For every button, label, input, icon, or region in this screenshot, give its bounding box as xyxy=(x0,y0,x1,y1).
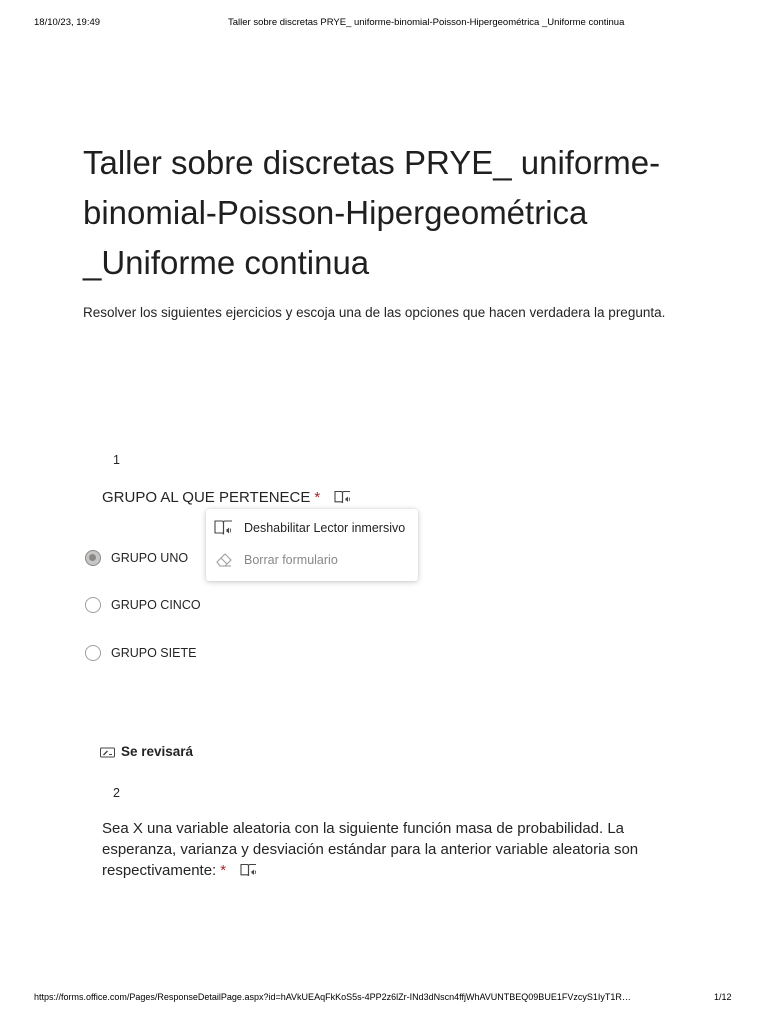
page-number: 1/12 xyxy=(714,992,732,1002)
radio-option-grupo-cinco[interactable] xyxy=(85,595,201,615)
option-label: GRUPO SIETE xyxy=(111,646,197,660)
option-label: GRUPO CINCO xyxy=(111,598,201,612)
review-text: Se revisará xyxy=(121,744,194,759)
print-header xyxy=(0,17,768,31)
form-title: Taller sobre discretas PRYE_ uniforme-binomial-Poisson-Hipergeométrica _Uniforme continua xyxy=(83,144,661,281)
option-label: GRUPO UNO xyxy=(111,551,189,565)
immersive-reader-icon[interactable] xyxy=(334,490,352,505)
context-menu xyxy=(206,509,418,581)
radio-option-grupo-siete[interactable] xyxy=(85,643,196,663)
radio-button[interactable] xyxy=(85,645,101,661)
immersive-reader-icon[interactable] xyxy=(240,863,258,878)
question-title xyxy=(102,487,352,508)
menu-item-disable-immersive-reader[interactable] xyxy=(206,513,418,543)
review-icon xyxy=(100,746,115,757)
question-title xyxy=(102,818,692,881)
required-asterisk: * xyxy=(314,489,321,506)
question-title-text: Sea X una variable aleatoria con la siguiente función masa de probabilidad. La esperanza, varianza y desviación estándar para la anterior variable aleatoria son respectivamente: xyxy=(102,820,639,879)
form-description: Resolver los siguientes ejercicios y escoja una de las opciones que hacen verdadera la pregunta. xyxy=(83,305,666,320)
eraser-icon xyxy=(214,551,234,569)
question-number: 1 xyxy=(113,453,120,467)
print-url: https://forms.office.com/Pages/ResponseDetailPage.aspx?id=hAVkUEAqFkKoS5s-4PP2z6lZr-INd3dNscn4ffjWhAVUNTBEQ09BUE1FVzcyS1IyT1R… xyxy=(34,992,631,1002)
print-page-title: Taller sobre discretas PRYE_ uniforme-binomial-Poisson-Hipergeométrica _Uniforme continua xyxy=(228,17,625,28)
question-title-text: GRUPO AL QUE PERTENECE xyxy=(102,489,311,506)
review-label xyxy=(100,744,193,759)
menu-item-label: Deshabilitar Lector inmersivo xyxy=(244,521,406,535)
required-asterisk: * xyxy=(220,862,227,879)
print-datetime: 18/10/23, 19:49 xyxy=(34,17,101,28)
radio-button[interactable] xyxy=(85,597,101,613)
question-number: 2 xyxy=(113,786,120,800)
menu-item-clear-form[interactable] xyxy=(206,545,418,575)
radio-button-checked[interactable] xyxy=(85,550,101,566)
menu-item-label: Borrar formulario xyxy=(244,553,338,567)
immersive-reader-icon xyxy=(214,519,234,537)
radio-option-grupo-uno[interactable] xyxy=(85,548,188,568)
